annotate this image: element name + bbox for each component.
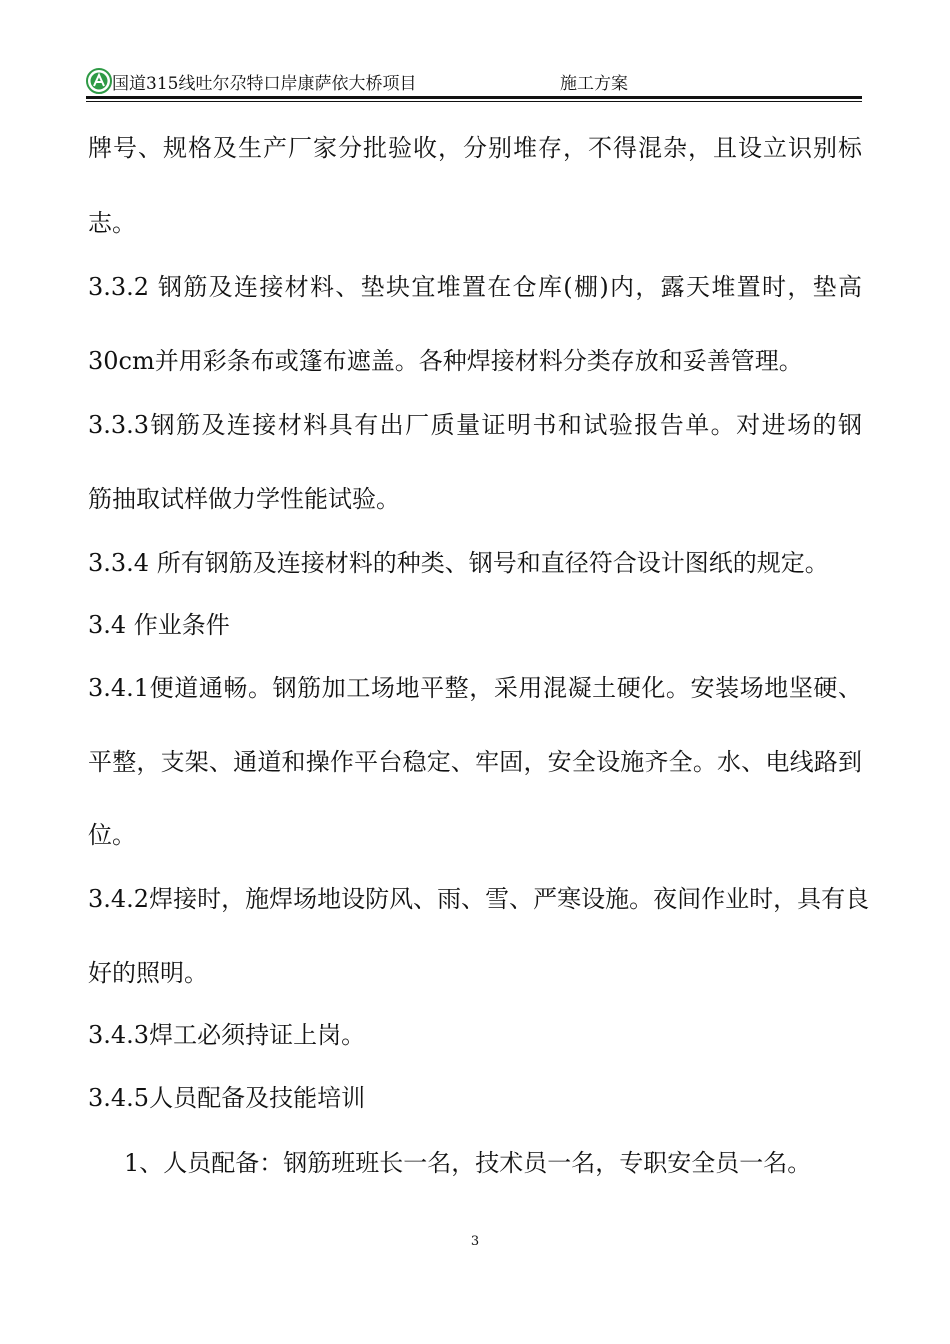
header-project-title: 国道315线吐尔尕特口岸康萨依大桥项目	[112, 74, 417, 94]
body-line: 好的照明。	[88, 959, 208, 987]
section-heading: 3.4 作业条件	[88, 611, 230, 639]
body-line: 1、人员配备：钢筋班班长一名，技术员一名，专职安全员一名。	[124, 1149, 812, 1177]
company-logo-icon	[86, 68, 112, 94]
body-line: 志。	[88, 209, 136, 237]
body-line: 3.3.4 所有钢筋及连接材料的种类、钢号和直径符合设计图纸的规定。	[88, 549, 829, 577]
page-number: 3	[470, 1234, 480, 1249]
body-line: 3.4.2焊接时，施焊场地设防风、雨、雪、严寒设施。夜间作业时，具有良	[88, 885, 870, 913]
body-line: 3.3.3钢筋及连接材料具有出厂质量证明书和试验报告单。对进场的钢	[88, 411, 862, 439]
body-line: 3.4.1便道通畅。钢筋加工场地平整，采用混凝土硬化。安装场地坚硬、	[88, 674, 862, 702]
body-line: 位。	[88, 821, 136, 849]
body-line: 3.4.3焊工必须持证上岗。	[88, 1021, 366, 1049]
body-line: 牌号、规格及生产厂家分批验收，分别堆存，不得混杂，且设立识别标	[88, 134, 862, 162]
body-line: 筋抽取试样做力学性能试验。	[88, 485, 400, 513]
header-section-name: 施工方案	[560, 74, 628, 94]
body-line: 平整，支架、通道和操作平台稳定、牢固，安全设施齐全。水、电线路到	[88, 748, 862, 776]
header-rule-thin	[86, 101, 862, 102]
body-line: 3.4.5人员配备及技能培训	[88, 1084, 366, 1112]
body-line: 3.3.2 钢筋及连接材料、垫块宜堆置在仓库(棚)内，露天堆置时，垫高	[88, 273, 862, 301]
header-rule-thick	[86, 96, 862, 99]
body-line: 30cm并用彩条布或篷布遮盖。各种焊接材料分类存放和妥善管理。	[88, 347, 803, 375]
page-header	[86, 66, 862, 100]
